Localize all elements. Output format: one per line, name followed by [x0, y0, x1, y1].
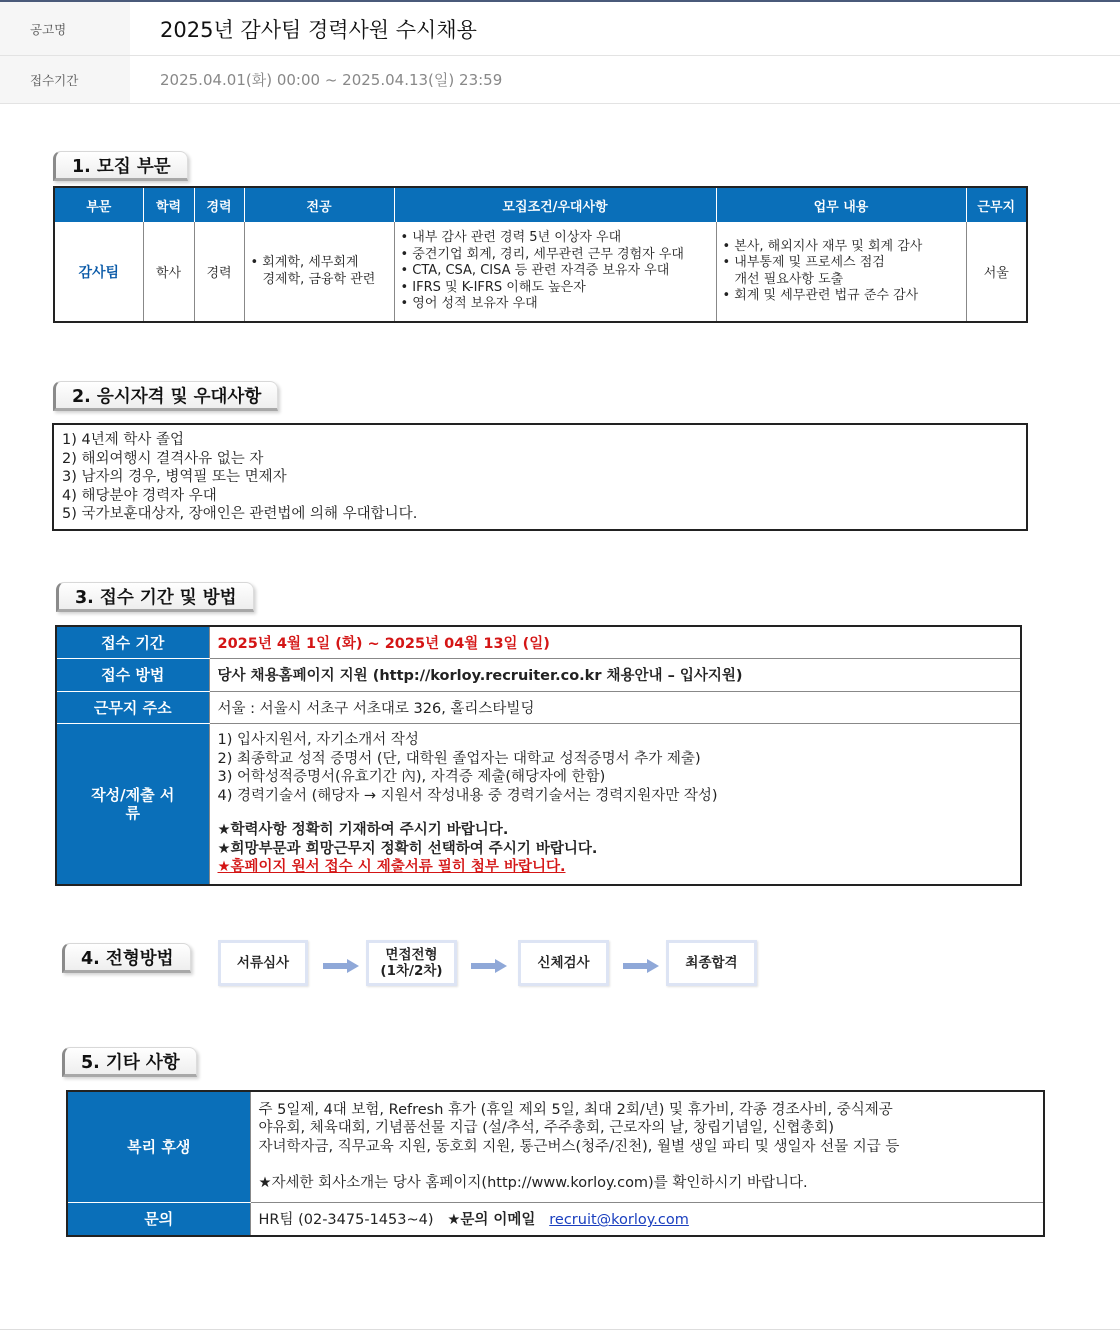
address-value: 서울 : 서울시 서초구 서초대로 326, 홀리스타빌딩	[209, 691, 1021, 723]
info-row-title	[0, 2, 1120, 56]
condition-line: • 중견기업 회계, 경리, 세무관련 근무 경험자 우대	[400, 246, 684, 262]
recruit-table	[53, 186, 1028, 323]
list-item: 3) 어학성적증명서(유효기간 內), 자격증 제출(해당자에 한함)	[217, 769, 606, 785]
condition-line: • 내부 감사 관련 경력 5년 이상자 우대	[400, 230, 622, 246]
list-item: 자녀학자금, 직무교육 지원, 동호회 지원, 통근버스(청주/진천), 월별 생일 파티 및 생일자 선물 지급 등	[258, 1138, 900, 1155]
period-label: 접수기간	[0, 56, 130, 103]
misc-table	[66, 1090, 1045, 1237]
col-education: 학력	[143, 187, 194, 222]
contact-value	[250, 1202, 1044, 1236]
table-row	[67, 1202, 1044, 1236]
section4-heading: 4. 전형방법	[62, 943, 191, 973]
list-item: 야유회, 체육대회, 기념품선물 지급 (설/추석, 주주총회, 근로자의 날, 창립기념일, 신협총회)	[258, 1120, 835, 1137]
contact-hr: HR팀 (02-3475-1453~4)	[258, 1212, 434, 1229]
major-line: • 회계학, 세무회계	[250, 255, 359, 270]
address-label-cell: 근무지 주소	[56, 691, 209, 723]
posting-title: 2025년 감사팀 경력사원 수시채용	[160, 17, 477, 42]
col-major: 전공	[244, 187, 394, 222]
contact-email-link[interactable]: recruit@korloy.com	[549, 1212, 689, 1229]
step-interview	[366, 940, 457, 986]
list-item: 3) 남자의 경우, 병역필 또는 면제자	[62, 469, 287, 486]
welfare-value	[250, 1091, 1044, 1202]
table-row	[54, 222, 1027, 322]
note-line: ★학력사항 정확히 기재하여 주시기 바랍니다.	[217, 822, 509, 838]
col-dept: 부문	[54, 187, 143, 222]
col-conditions: 모집조건/우대사항	[394, 187, 716, 222]
list-item: 4) 경력기술서 (해당자 → 지원서 작성내용 중 경력기술서는 경력지원자만 작성)	[217, 787, 718, 804]
info-row-period	[0, 56, 1120, 104]
table-row	[67, 1091, 1044, 1202]
method-label-cell: 접수 방법	[56, 658, 209, 691]
duty-line: • 본사, 해외지사 재무 및 회계 감사	[722, 238, 923, 254]
list-item: 1) 입사지원서, 자기소개서 작성	[217, 732, 419, 748]
cell-dept: 감사팀	[78, 264, 120, 281]
condition-line: • 영어 성적 보유자 우대	[400, 296, 538, 312]
table-row	[56, 626, 1021, 658]
condition-line: • CTA, CSA, CISA 등 관련 자격증 보유자 우대	[400, 263, 670, 279]
duty-line: • 내부통제 및 프로세스 점검	[722, 255, 885, 270]
col-location: 근무지	[966, 187, 1027, 222]
step-document-review: 서류심사	[218, 940, 308, 986]
condition-line: • IFRS 및 K-IFRS 이해도 높은자	[400, 279, 586, 295]
duty-line: 개선 필요사항 도출	[734, 271, 844, 287]
docs-label-cell: 작성/제출 서류	[56, 723, 209, 885]
col-career: 경력	[194, 187, 244, 222]
title-label: 공고명	[0, 2, 130, 55]
table-row	[56, 691, 1021, 723]
contact-label-cell: 문의	[67, 1202, 250, 1236]
duty-line: • 회계 및 세무관련 법규 준수 감사	[722, 288, 919, 303]
bottom-divider	[0, 1329, 1120, 1330]
step-physical-exam: 신체검사	[518, 940, 609, 986]
method-value: 당사 채용홈페이지 지원 (http://korloy.recruiter.co.kr 채용안내 – 입사지원)	[209, 658, 1021, 691]
note-line-important: ★홈페이지 원서 접수 시 제출서류 필히 첨부 바랍니다.	[217, 859, 566, 875]
table-row	[56, 658, 1021, 691]
period-value: 2025년 4월 1일 (화) ~ 2025년 04월 13일 (일)	[209, 626, 1021, 658]
cell-conditions	[394, 222, 716, 322]
list-item: 2) 최종학교 성적 증명서 (단, 대학원 졸업자는 대학교 성적증명서 추가 제출)	[217, 750, 701, 767]
list-item: 4) 해당분야 경력자 우대	[62, 487, 217, 504]
note-line: ★희망부문과 희망근무지 정확히 선택하여 주시기 바랍니다.	[217, 840, 598, 857]
arrow-right-icon	[323, 959, 359, 973]
arrow-right-icon	[623, 959, 659, 973]
cell-major	[244, 222, 394, 322]
cell-education: 학사	[143, 222, 194, 322]
period-label-cell: 접수 기간	[56, 626, 209, 658]
cell-career: 경력	[194, 222, 244, 322]
application-table	[55, 625, 1022, 886]
qualification-box	[52, 423, 1028, 531]
posting-info	[0, 0, 1120, 104]
contact-email-label: ★문의 이메일	[447, 1212, 536, 1229]
major-line: 경제학, 금융학 관련	[262, 271, 376, 287]
welfare-note: ★자세한 회사소개는 당사 홈페이지(http://www.korloy.com)를 확인하시기 바랍니다.	[258, 1175, 808, 1192]
list-item: 2) 해외여행시 결격사유 없는 자	[62, 450, 264, 467]
section3-heading: 3. 접수 기간 및 방법	[56, 582, 254, 612]
cell-duties	[716, 222, 966, 322]
list-item: 주 5일제, 4대 보험, Refresh 휴가 (휴일 제외 5일, 최대 2회/년) 및 휴가비, 각종 경조사비, 중식제공	[258, 1101, 893, 1118]
list-item: 1) 4년제 학사 졸업	[62, 432, 184, 448]
step-final-pass: 최종합격	[666, 940, 757, 986]
recruit-table-header	[54, 187, 1027, 222]
list-item: 5) 국가보훈대상자, 장애인은 관련법에 의해 우대합니다.	[62, 506, 418, 523]
arrow-right-icon	[471, 959, 507, 973]
docs-value	[209, 723, 1021, 885]
step-interview-sub: (1차/2차)	[380, 963, 443, 979]
welfare-label-cell: 복리 후생	[67, 1091, 250, 1202]
section2-heading: 2. 응시자격 및 우대사항	[53, 381, 278, 411]
table-row	[56, 723, 1021, 885]
col-duties: 업무 내용	[716, 187, 966, 222]
step-interview-label: 면접전형	[385, 947, 438, 963]
section5-heading: 5. 기타 사항	[62, 1047, 197, 1077]
cell-location: 서울	[966, 222, 1027, 322]
posting-period: 2025.04.01(화) 00:00 ~ 2025.04.13(일) 23:59	[160, 71, 503, 89]
section1-heading: 1. 모집 부문	[53, 151, 188, 181]
